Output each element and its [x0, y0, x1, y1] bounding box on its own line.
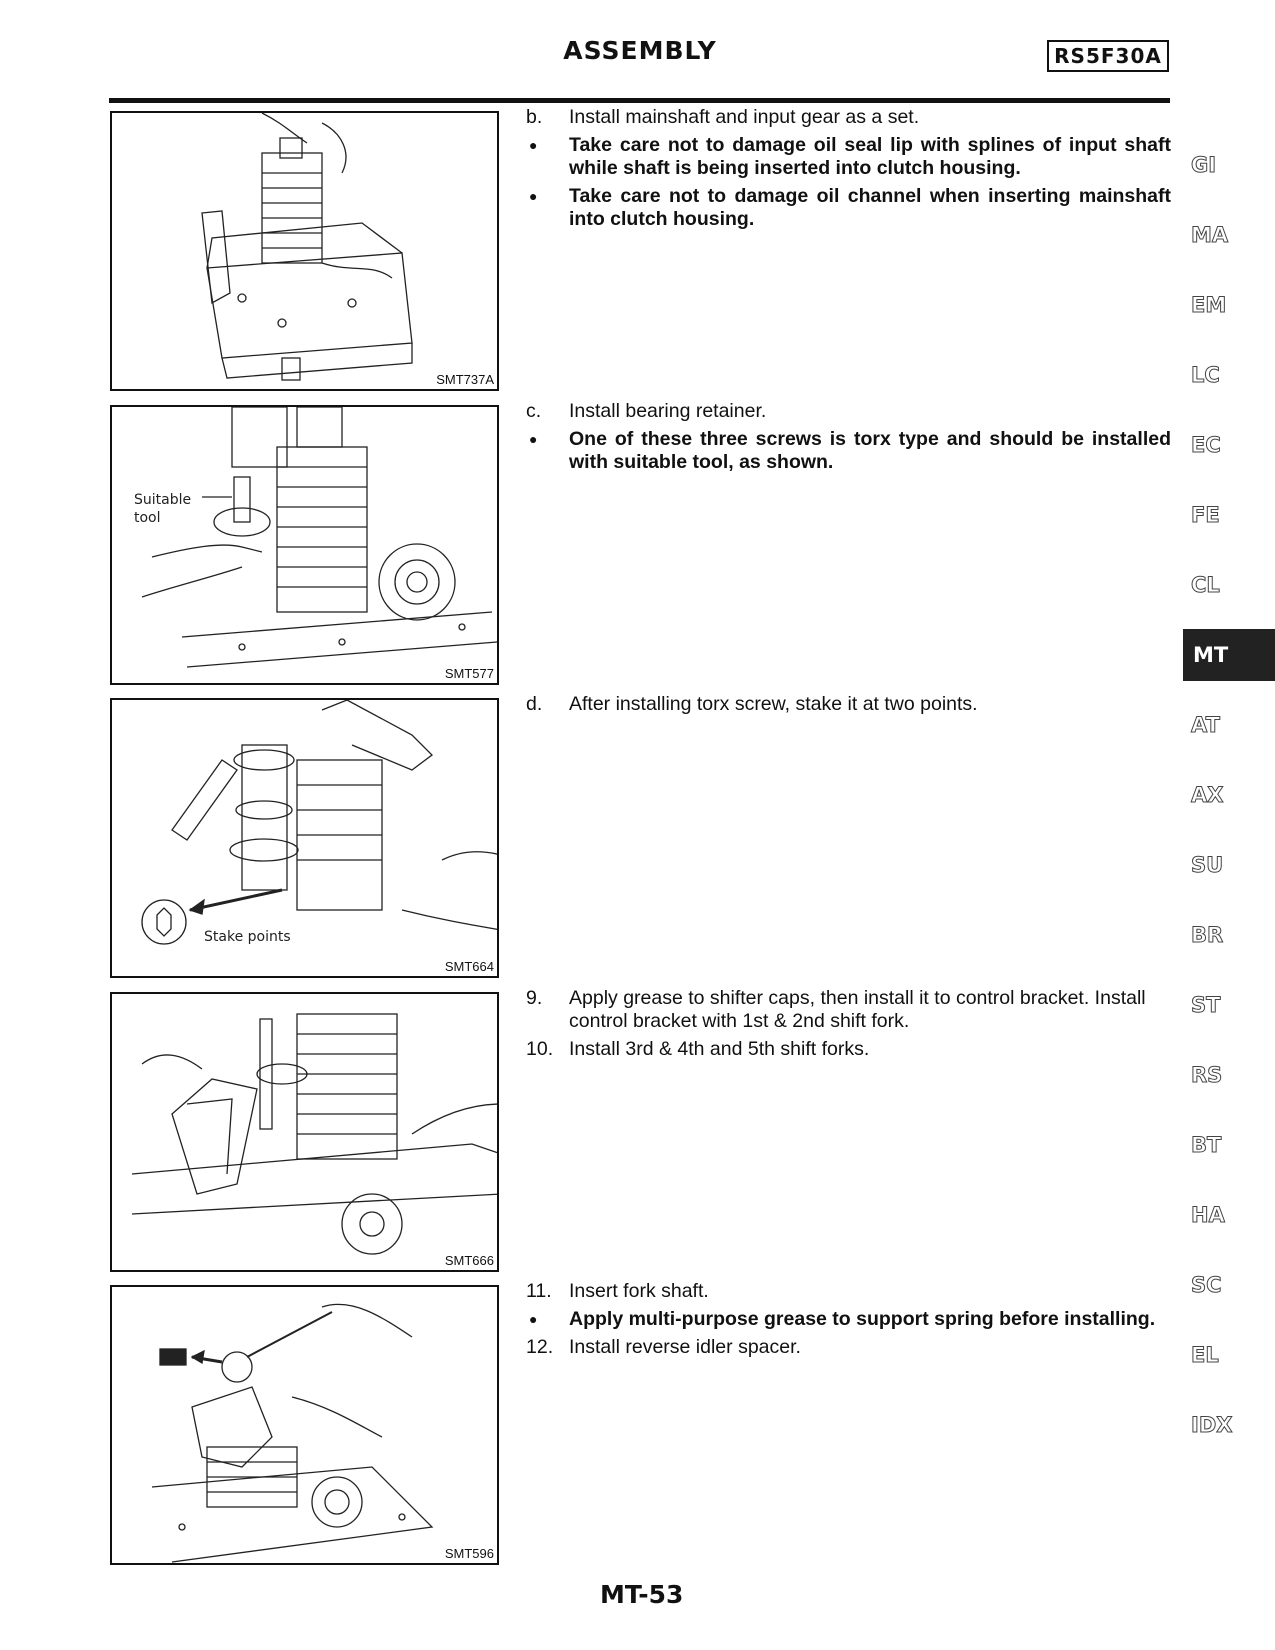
callout-suitable: Suitable — [134, 492, 192, 508]
tab-br[interactable]: BR — [1191, 923, 1224, 947]
item-text: Apply multi-purpose grease to support spring before installing. — [569, 1308, 1156, 1330]
item-marker: c. — [526, 400, 542, 422]
bearing-retainer-illustration — [112, 407, 499, 685]
item-marker: d. — [526, 693, 543, 715]
item-marker: 10. — [526, 1038, 554, 1060]
tab-mt[interactable]: MT — [1183, 629, 1275, 681]
tab-el[interactable]: EL — [1191, 1343, 1219, 1367]
item-text: Insert fork shaft. — [569, 1280, 709, 1302]
bullet-icon: ● — [529, 188, 538, 204]
section-d-text — [526, 693, 1171, 721]
tab-at[interactable]: AT — [1191, 713, 1220, 737]
item-marker: b. — [526, 106, 543, 128]
item-text: Take care not to damage oil seal lip with splines of input shaft while shaft is being inserted into clutch housing. — [569, 134, 1171, 179]
tab-ha[interactable]: HA — [1191, 1203, 1225, 1227]
figure-code: SMT666 — [444, 1253, 494, 1268]
list-item — [526, 106, 1171, 129]
tab-st[interactable]: ST — [1191, 993, 1221, 1017]
list-item — [526, 987, 1171, 1033]
tab-su[interactable]: SU — [1191, 853, 1224, 877]
list-item — [526, 428, 1171, 474]
item-text: Install bearing retainer. — [569, 400, 767, 422]
item-text: Install reverse idler spacer. — [569, 1336, 801, 1358]
page-title: ASSEMBLY — [563, 36, 717, 65]
model-code-box: RS5F30A — [1047, 40, 1169, 72]
figure-smt666 — [110, 992, 499, 1272]
stake-points-illustration — [112, 700, 499, 978]
callout-stake-points: Stake points — [204, 929, 291, 945]
header-rule — [109, 98, 1170, 103]
list-item — [526, 693, 1171, 716]
bullet-icon: ● — [529, 431, 538, 447]
list-item — [526, 134, 1171, 180]
item-text: After installing torx screw, stake it at two points. — [569, 693, 978, 715]
page-number: MT-53 — [600, 1580, 684, 1609]
mainshaft-illustration — [112, 113, 499, 391]
item-marker: 11. — [526, 1280, 552, 1302]
tab-ax[interactable]: AX — [1191, 783, 1224, 807]
tab-ma[interactable]: MA — [1191, 223, 1229, 247]
tab-em[interactable]: EM — [1191, 293, 1227, 317]
item-text: One of these three screws is torx type and should be installed with suitable tool, as shown. — [569, 428, 1171, 473]
tab-fe[interactable]: FE — [1191, 503, 1220, 527]
shift-forks-illustration — [112, 994, 499, 1272]
list-item — [526, 400, 1171, 423]
list-item — [526, 1280, 1171, 1303]
section-11-text — [526, 1280, 1171, 1364]
figure-code: SMT596 — [444, 1546, 494, 1561]
figure-code: SMT664 — [444, 959, 494, 974]
figure-code: SMT737A — [436, 372, 494, 387]
callout-tool: tool — [134, 510, 161, 526]
section-9-text — [526, 987, 1171, 1066]
figure-smt737a — [110, 111, 499, 391]
item-text: Apply grease to shifter caps, then install it to control bracket. Install control bracket with 1st & 2nd shift fork. — [569, 987, 1146, 1032]
bullet-icon: ● — [529, 1311, 538, 1327]
callout-suitable-tool — [134, 491, 191, 527]
tab-rs[interactable]: RS — [1191, 1063, 1223, 1087]
item-text: Take care not to damage oil channel when inserting mainshaft into clutch housing. — [569, 185, 1171, 230]
item-marker: 9. — [526, 987, 543, 1009]
tab-idx[interactable]: IDX — [1191, 1413, 1233, 1437]
section-b-text — [526, 106, 1171, 236]
tab-bt[interactable]: BT — [1191, 1133, 1222, 1157]
tab-gi[interactable]: GI — [1191, 153, 1217, 177]
item-text: Install 3rd & 4th and 5th shift forks. — [569, 1038, 870, 1060]
item-marker: 12. — [526, 1336, 554, 1358]
list-item — [526, 185, 1171, 231]
tab-lc[interactable]: LC — [1191, 363, 1220, 387]
figure-code: SMT577 — [444, 666, 494, 681]
figure-smt596 — [110, 1285, 499, 1565]
list-item — [526, 1308, 1171, 1331]
fork-shaft-illustration — [112, 1287, 499, 1565]
list-item — [526, 1336, 1171, 1359]
bullet-icon: ● — [529, 137, 538, 153]
list-item — [526, 1038, 1171, 1061]
tab-sc[interactable]: SC — [1191, 1273, 1222, 1297]
figure-smt664 — [110, 698, 499, 978]
tab-cl[interactable]: CL — [1191, 573, 1220, 597]
tab-ec[interactable]: EC — [1191, 433, 1221, 457]
section-c-text — [526, 400, 1171, 479]
item-text: Install mainshaft and input gear as a set. — [569, 106, 920, 128]
figure-smt577 — [110, 405, 499, 685]
